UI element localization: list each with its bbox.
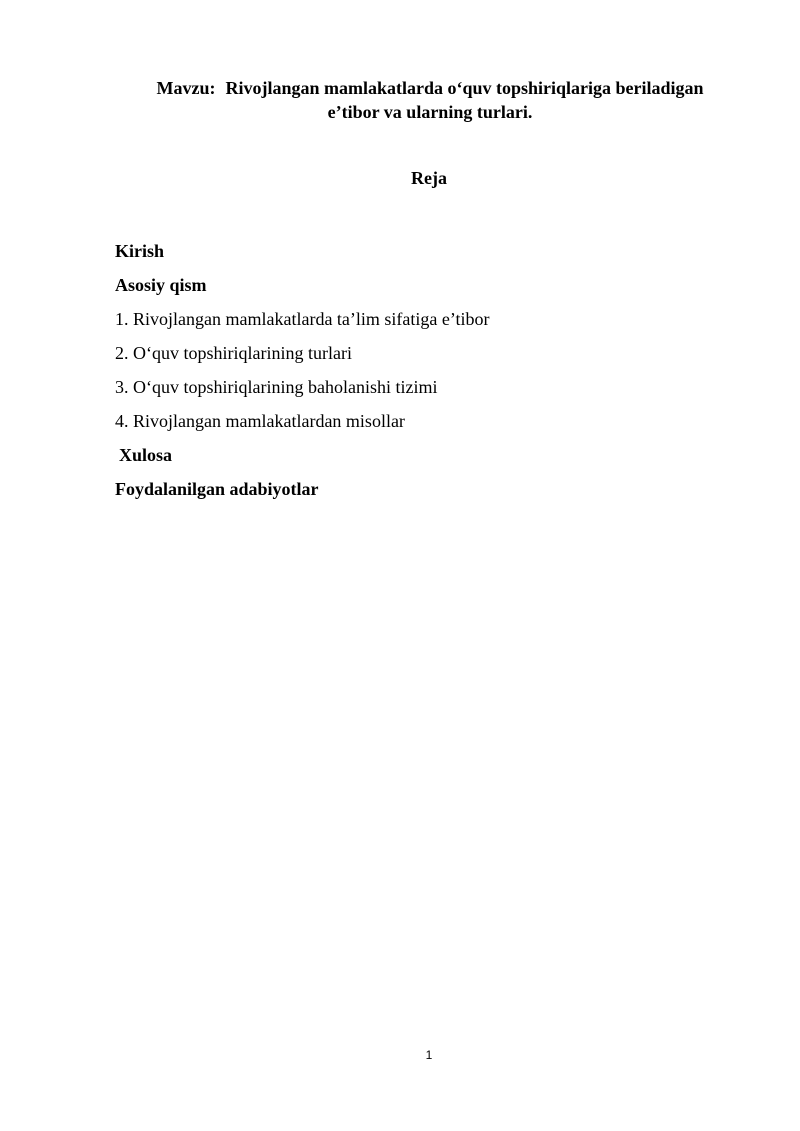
document-title	[140, 76, 720, 124]
plan-heading: Reja	[411, 168, 447, 188]
plan-item-4: 4. Rivojlangan mamlakatlardan misollar	[115, 411, 405, 431]
plan-item-references: Foydalanilgan adabiyotlar	[115, 479, 319, 499]
title-text-line-1: Rivojlangan mamlakatlarda o‘quv topshiriqlariga beriladigan	[225, 78, 704, 98]
plan-item-intro: Kirish	[115, 241, 165, 261]
plan-item-2: 2. O‘quv topshiriqlarining turlari	[115, 343, 352, 363]
plan-item-conclusion: Xulosa	[119, 445, 173, 465]
plan-list	[115, 234, 490, 506]
plan-item-1: 1. Rivojlangan mamlakatlarda ta’lim sifatiga e’tibor	[115, 309, 490, 329]
page-number: 1	[425, 1048, 433, 1062]
plan-item-main-part: Asosiy qism	[115, 275, 207, 295]
plan-item-3: 3. O‘quv topshiriqlarining baholanishi tizimi	[115, 377, 438, 397]
title-line-1	[140, 76, 720, 100]
title-label: Mavzu:	[156, 78, 216, 98]
title-line-2: e’tibor va ularning turlari.	[327, 102, 533, 122]
